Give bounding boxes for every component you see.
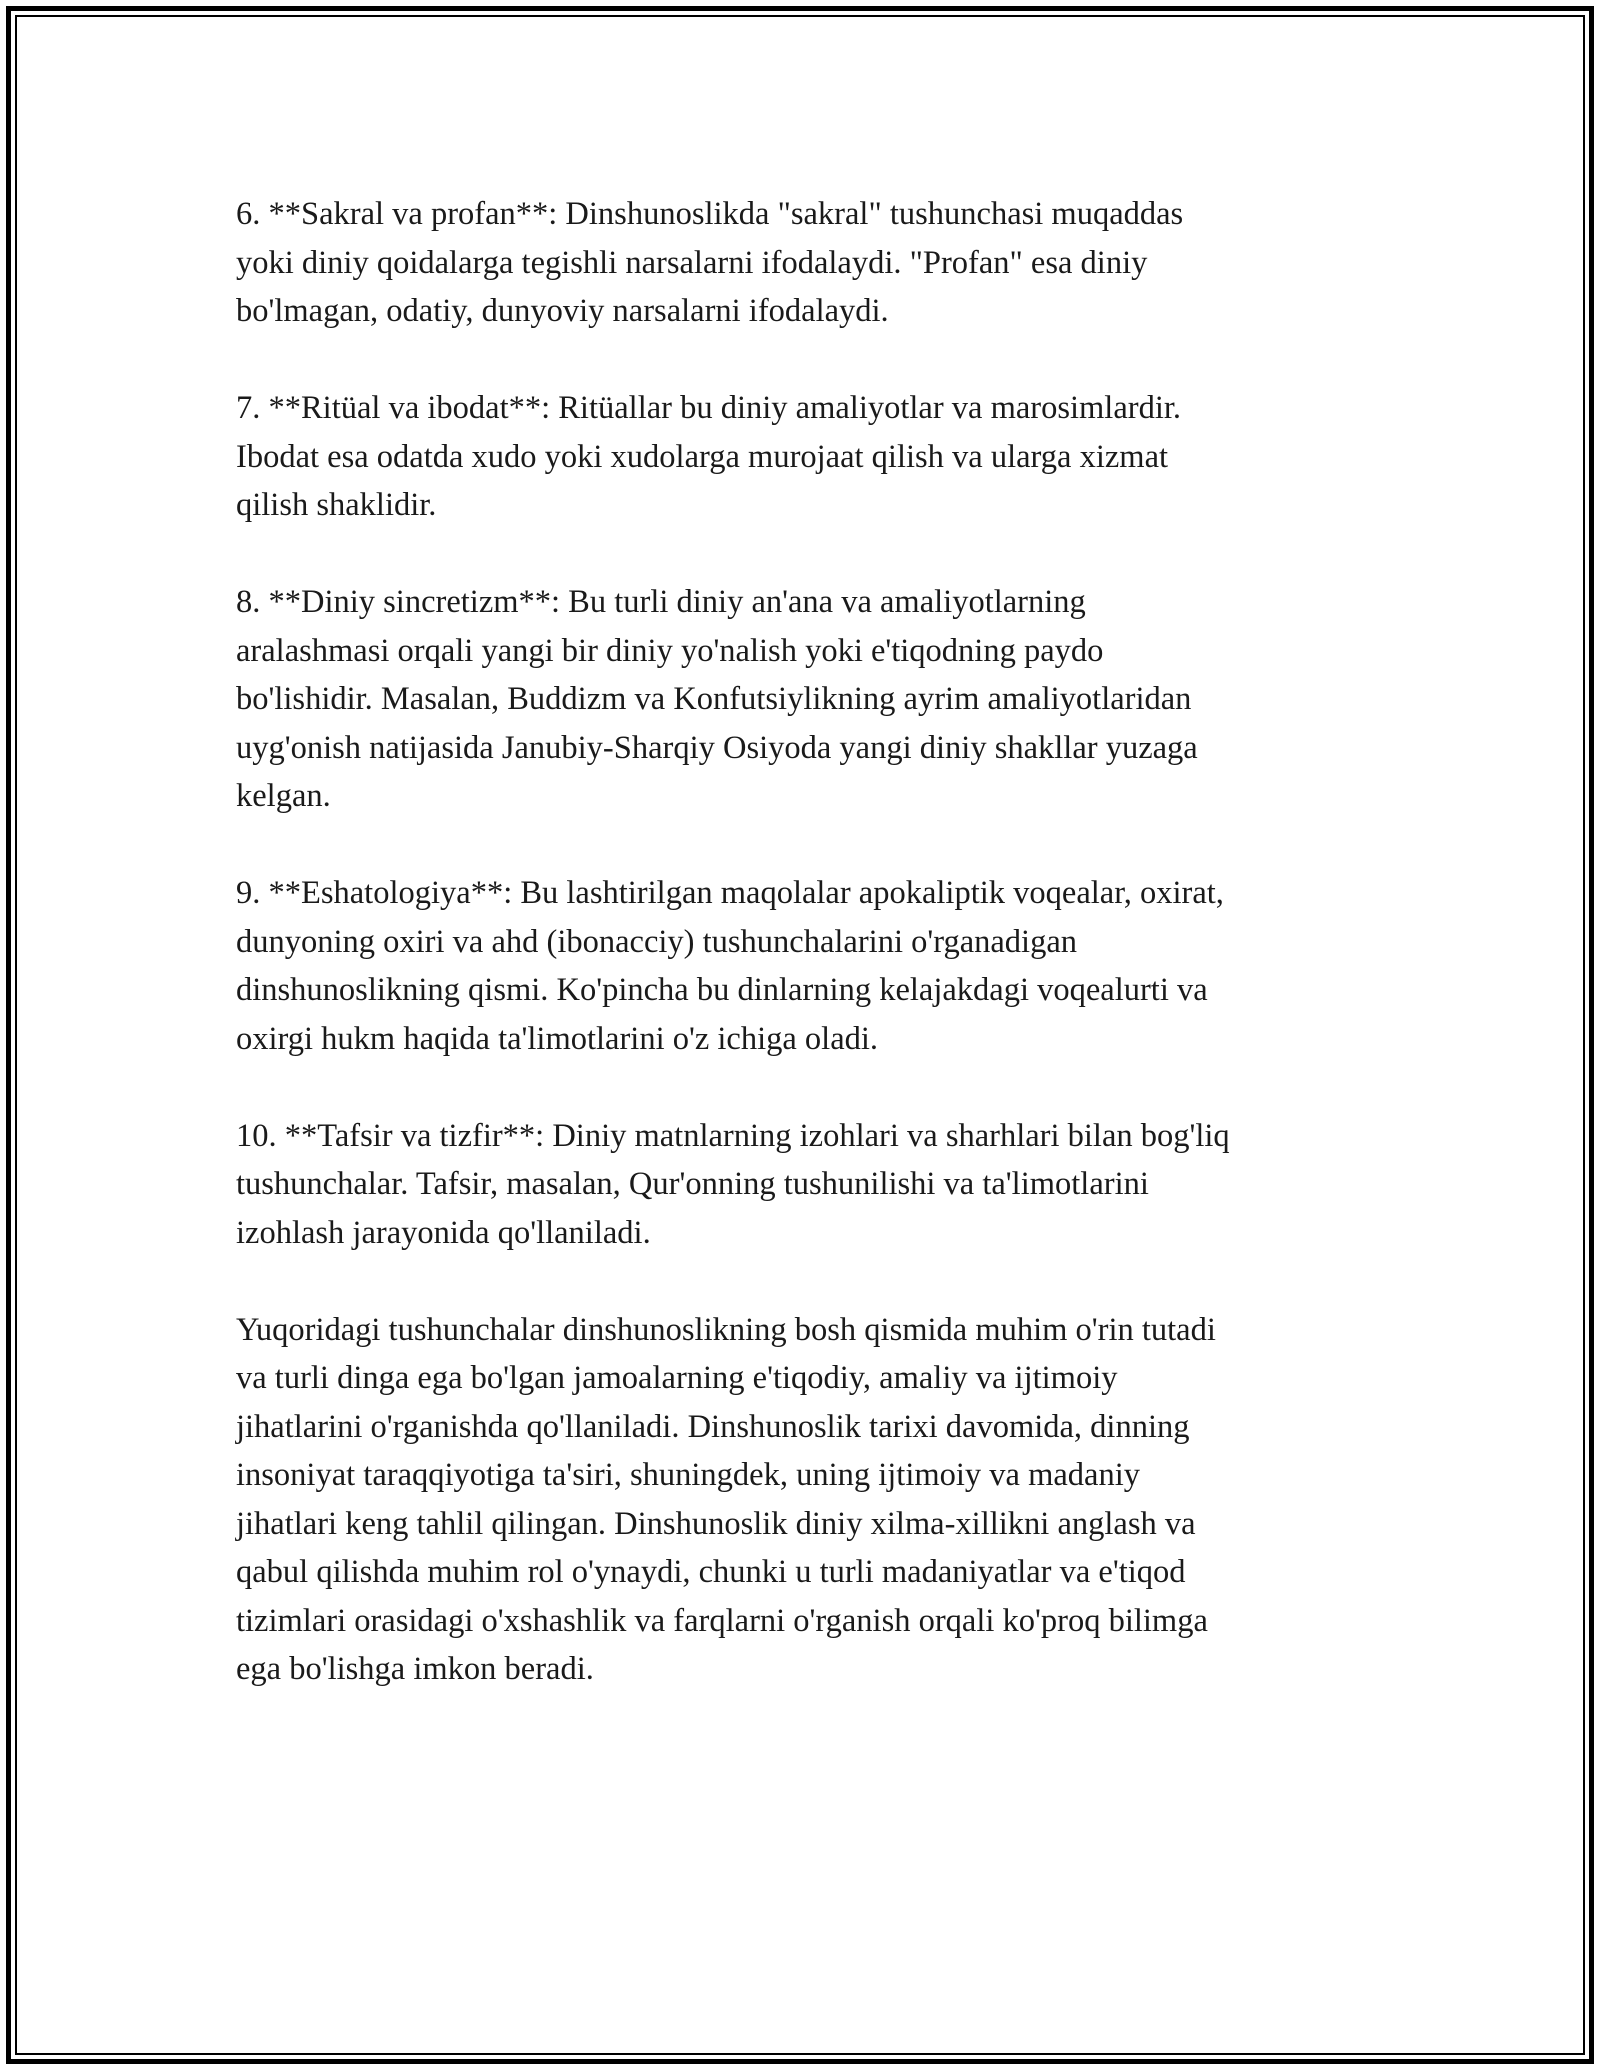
paragraph-eshatologiya: 9. **Eshatologiya**: Bu lashtirilgan maqolalar apokaliptik voqealar, oxirat, dunyoning oxiri va ahd (ibonacciy) tushunchalarini o'rganadigan dinshunoslikning qismi. Ko'pincha bu dinlarning kelajakdagi voqealurti va oxirgi hukm haqida ta'limotlarini o'z ichiga oladi.	[236, 875, 1224, 1057]
paragraph-tafsir-tizfir: 10. **Tafsir va tizfir**: Diniy matnlarning izohlari va sharhlari bilan bog'liq tushunchalar. Tafsir, masalan, Qur'onning tushunilishi va ta'limotlarini izohlash jarayonida qo'llaniladi.	[236, 1117, 1230, 1251]
document-body	[236, 190, 1376, 1742]
paragraph-sakral-profan: 6. **Sakral va profan**: Dinshunoslikda "sakral" tushunchasi muqaddas yoki diniy qoidalarga tegishli narsalarni ifodalaydi. "Profan" esa diniy bo'lmagan, odatiy, dunyoviy narsalarni ifodalaydi.	[236, 196, 1184, 329]
paragraph-ritual-ibodat: 7. **Ritüal va ibodat**: Ritüallar bu diniy amaliyotlar va marosimlardir. Ibodat esa odatda xudo yoki xudolarga murojaat qilish va ularga xizmat qilish shaklidir.	[236, 390, 1182, 523]
paragraph-conclusion: Yuqoridagi tushunchalar dinshunoslikning bosh qismida muhim o'rin tutadi va turli dinga ega bo'lgan jamoalarning e'tiqodiy, amaliy va ijtimoiy jihatlarini o'rganishda qo'llaniladi. Dinshunoslik tarixi davomida, dinning insoniyat taraqqiyotiga ta'siri, shuningdek, uning ijtimoiy va madaniy jihatlari keng tahlil qilingan. Dinshunoslik diniy xilma-xillikni anglash va qabul qilishda muhim rol o'ynaydi, chunki u turli madaniyatlar va e'tiqod tizimlari orasidagi o'xshashlik va farqlarni o'rganish orqali ko'proq bilimga ega bo'lishga imkon beradi.	[236, 1311, 1216, 1687]
paragraph-diniy-sincretizm: 8. **Diniy sincretizm**: Bu turli diniy an'ana va amaliyotlarning aralashmasi orqali yangi bir diniy yo'nalish yoki e'tiqodning paydo bo'lishidir. Masalan, Buddizm va Konfutsiylikning ayrim amaliyotlaridan uyg'onish natijasida Janubiy-Sharqiy Osiyoda yangi diniy shakllar yuzaga kelgan.	[236, 584, 1198, 814]
